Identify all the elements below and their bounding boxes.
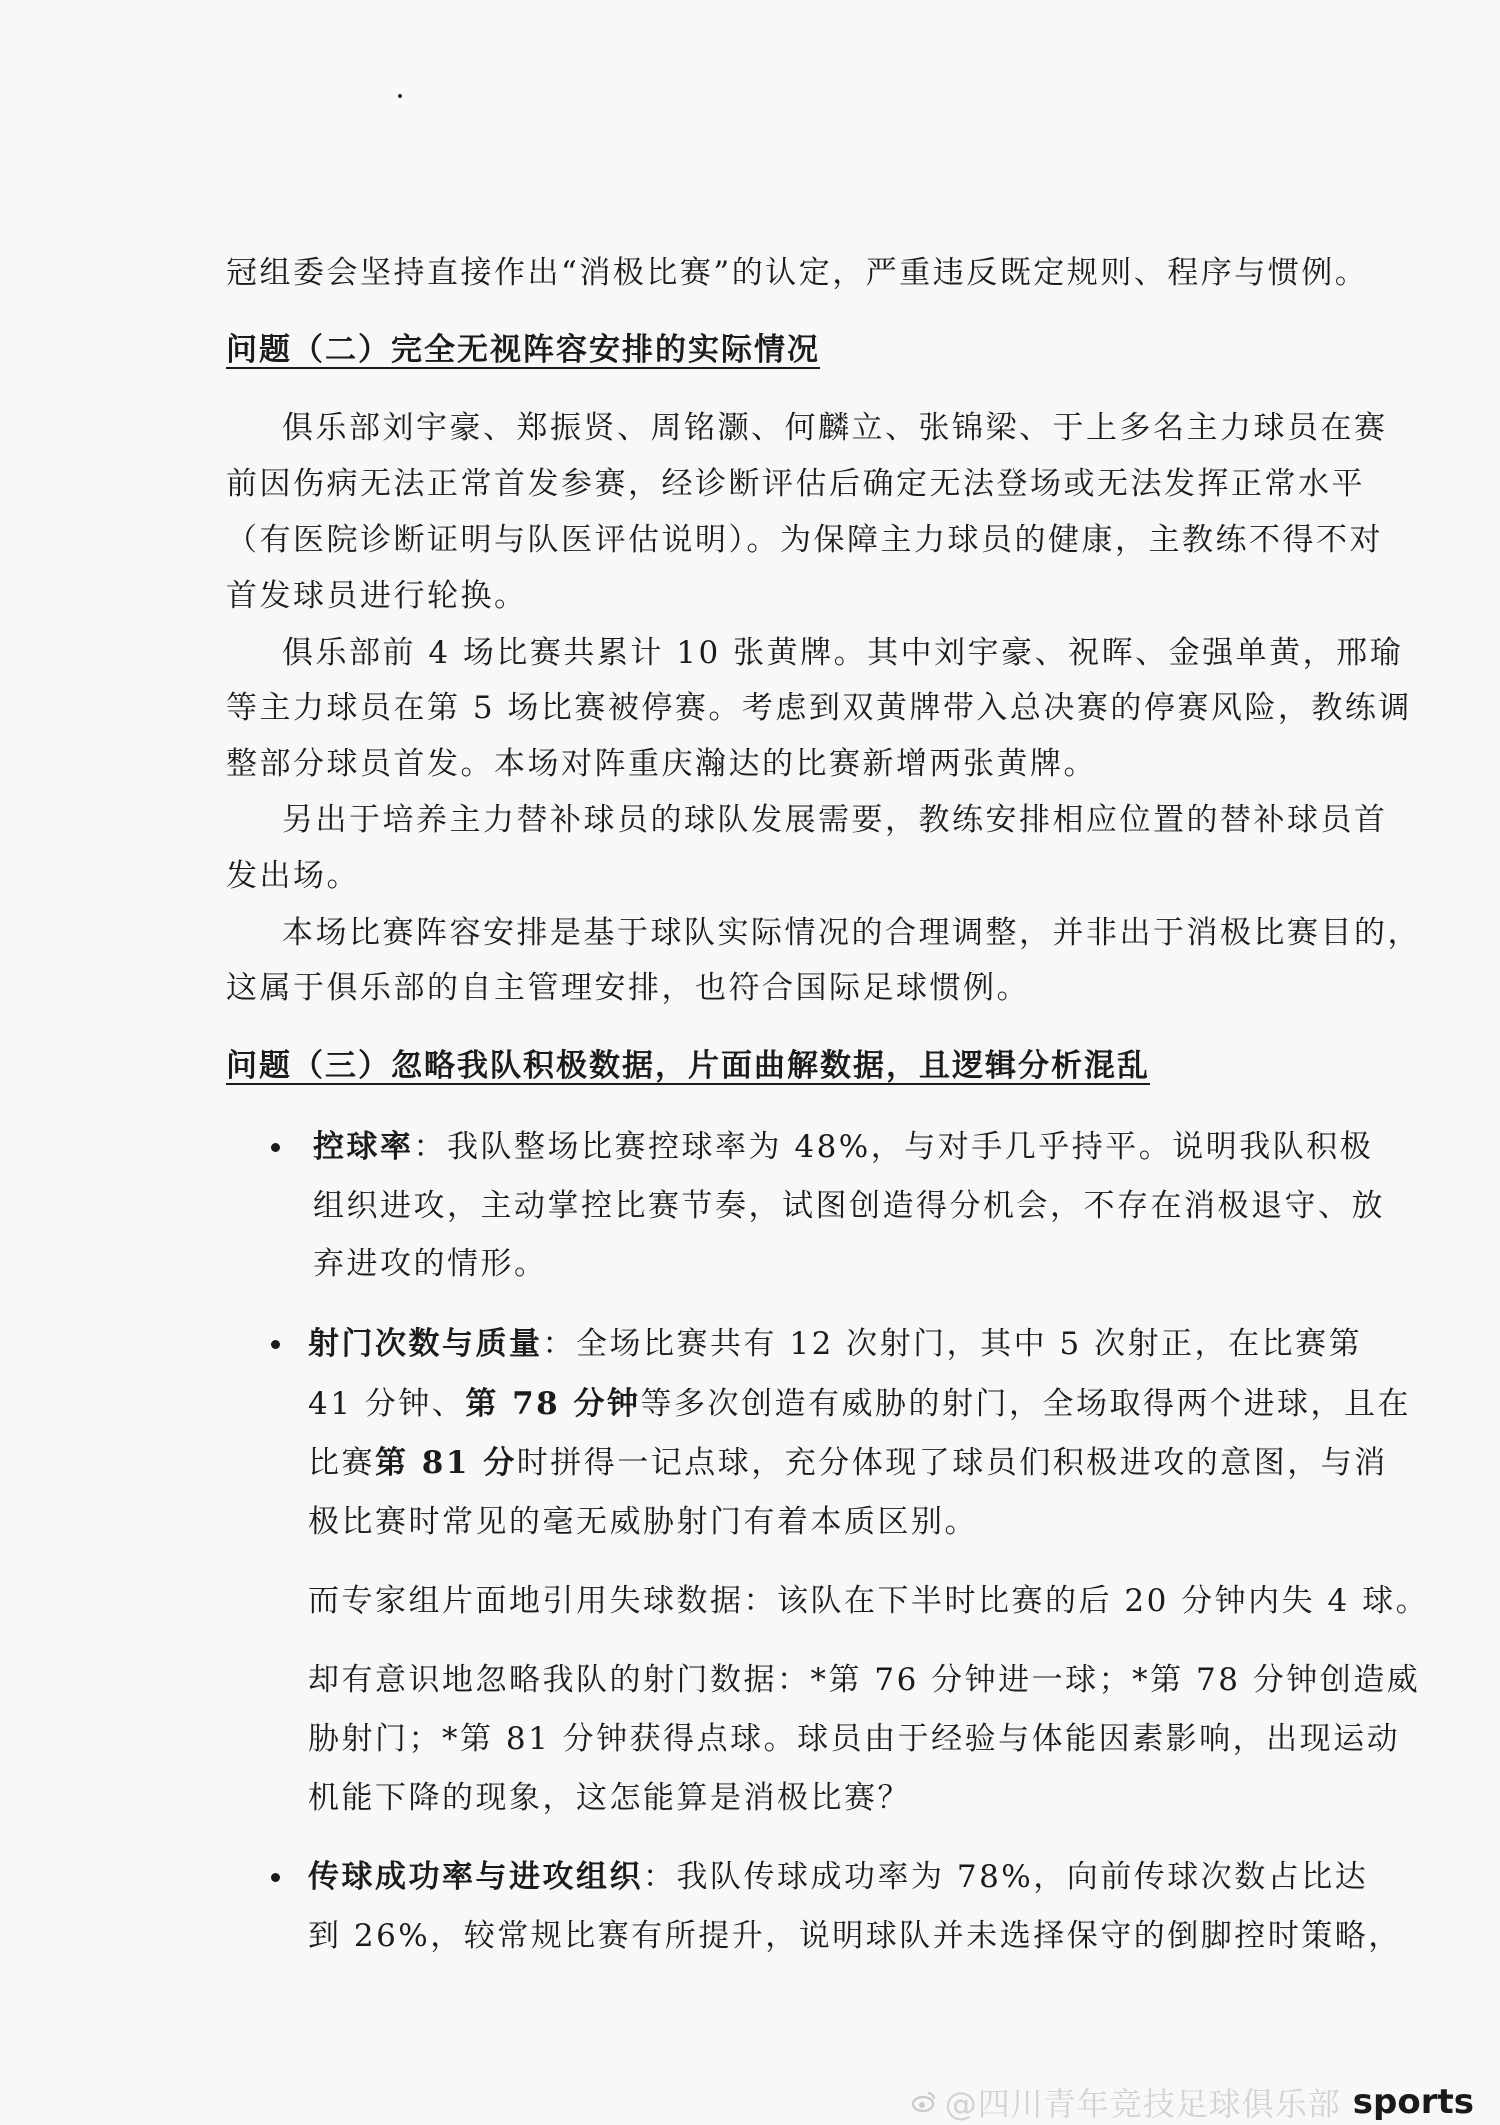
section-3-heading: 问题（三）忽略我队积极数据，片面曲解数据，且逻辑分析混乱 bbox=[226, 1048, 1150, 1084]
shots-text-2b: 第 78 分钟 bbox=[465, 1386, 641, 1422]
expert-note: 而专家组片面地引用失球数据：该队在下半时比赛的后 20 分钟内失 4 球。 bbox=[308, 1583, 1430, 1619]
s2-p4-line-2: 这属于俱乐部的自主管理安排，也符合国际足球惯例。 bbox=[226, 970, 1030, 1006]
shots-line-2 bbox=[308, 1384, 1411, 1424]
shots-line-4: 极比赛时常见的毫无威胁射门有着本质区别。 bbox=[308, 1504, 978, 1540]
ignored-line-2: 胁射门；*第 81 分钟获得点球。球员由于经验与体能因素影响，出现运动 bbox=[308, 1721, 1401, 1757]
s2-p1-line-2: 前因伤病无法正常首发参赛，经诊断评估后确定无法登场或无法发挥正常水平 bbox=[226, 466, 1365, 502]
s2-p2-line-2: 等主力球员在第 5 场比赛被停赛。考虑到双黄牌带入总决赛的停赛风险，教练调 bbox=[226, 690, 1412, 726]
passing-text-1: ：我队传球成功率为 78%，向前传球次数占比达 bbox=[643, 1859, 1369, 1895]
passing-label: 传球成功率与进攻组织 bbox=[308, 1859, 643, 1895]
watermark-brand: sports bbox=[1352, 2082, 1474, 2122]
s2-p1-line-4: 首发球员进行轮换。 bbox=[226, 578, 528, 614]
shots-text-2a: 41 分钟、 bbox=[308, 1386, 466, 1422]
bullet-dot bbox=[271, 1340, 280, 1349]
shots-text-1: ：全场比赛共有 12 次射门，其中 5 次射正，在比赛第 bbox=[542, 1326, 1363, 1362]
possession-line-3: 弃进攻的情形。 bbox=[313, 1246, 548, 1282]
shots-text-2c: 等多次创造有威胁的射门，全场取得两个进球，且在 bbox=[640, 1386, 1412, 1422]
shots-label: 射门次数与质量 bbox=[308, 1326, 543, 1362]
s2-p2-line-1: 俱乐部前 4 场比赛共累计 10 张黄牌。其中刘宇豪、祝晖、金强单黄，邢瑜 bbox=[282, 635, 1404, 671]
passing-line-1 bbox=[308, 1857, 1368, 1897]
weibo-icon bbox=[911, 2089, 937, 2115]
shots-text-3b: 第 81 分 bbox=[375, 1445, 517, 1481]
shots-line-3 bbox=[308, 1443, 1388, 1483]
possession-line-2: 组织进攻，主动掌控比赛节奏，试图创造得分机会，不存在消极退守、放 bbox=[313, 1188, 1385, 1224]
shots-line-1 bbox=[308, 1324, 1362, 1364]
intro-line: 冠组委会坚持直接作出“消极比赛”的认定，严重违反既定规则、程序与惯例。 bbox=[226, 255, 1369, 291]
passing-line-2: 到 26%，较常规比赛有所提升，说明球队并未选择保守的倒脚控时策略， bbox=[308, 1918, 1402, 1954]
ignored-line-3: 机能下降的现象，这怎能算是消极比赛？ bbox=[308, 1780, 911, 1816]
s2-p4-line-1: 本场比赛阵容安排是基于球队实际情况的合理调整，并非出于消极比赛目的， bbox=[282, 915, 1421, 951]
ignored-line-1: 却有意识地忽略我队的射门数据：*第 76 分钟进一球；*第 78 分钟创造威 bbox=[308, 1662, 1421, 1698]
shots-text-3c: 时拼得一记点球，充分体现了球员们积极进攻的意图，与消 bbox=[516, 1445, 1388, 1481]
possession-line-1 bbox=[313, 1127, 1373, 1167]
section-2-heading: 问题（二）完全无视阵容安排的实际情况 bbox=[226, 332, 820, 368]
s2-p2-line-3: 整部分球员首发。本场对阵重庆瀚达的比赛新增两张黄牌。 bbox=[226, 746, 1097, 782]
bullet-dot bbox=[271, 1143, 280, 1152]
s2-p1-line-1: 俱乐部刘宇豪、郑振贤、周铭灏、何麟立、张锦梁、于上多名主力球员在赛 bbox=[282, 410, 1388, 446]
s2-p3-line-1: 另出于培养主力替补球员的球队发展需要，教练安排相应位置的替补球员首 bbox=[282, 802, 1388, 838]
s2-p1-line-3: （有医院诊断证明与队医评估说明）。为保障主力球员的健康，主教练不得不对 bbox=[226, 522, 1383, 558]
possession-text-1: ：我队整场比赛控球率为 48%，与对手几乎持平。说明我队积极 bbox=[413, 1129, 1374, 1165]
watermark-handle: @四川青年竞技足球俱乐部 bbox=[944, 2085, 1341, 2123]
shots-text-3a: 比赛 bbox=[308, 1445, 375, 1481]
s2-p3-line-2: 发出场。 bbox=[226, 858, 360, 894]
bullet-dot bbox=[271, 1873, 280, 1882]
possession-label: 控球率 bbox=[313, 1129, 414, 1165]
scan-speck bbox=[398, 94, 402, 98]
weibo-watermark bbox=[911, 2082, 1474, 2123]
